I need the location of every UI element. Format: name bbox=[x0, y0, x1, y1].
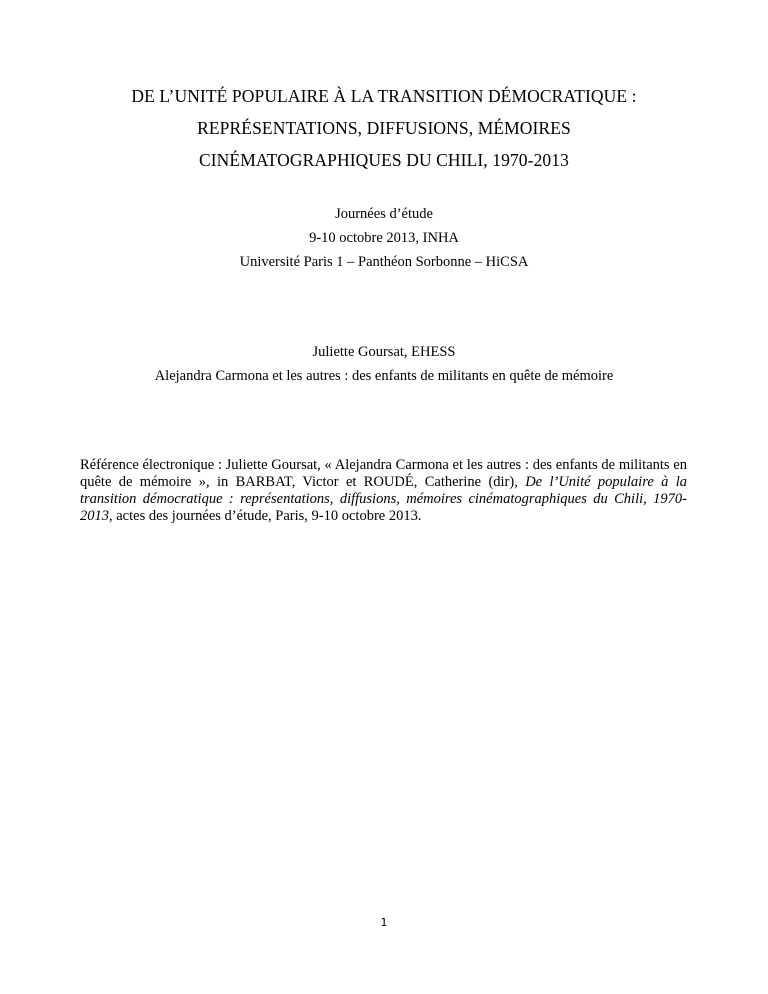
author-info bbox=[0, 340, 768, 388]
title-line-1: DE L’UNITÉ POPULAIRE À LA TRANSITION DÉMOCRATIQUE : bbox=[131, 86, 637, 106]
reference-text-end: , actes des journées d’étude, Paris, 9-10 octobre 2013. bbox=[109, 507, 422, 524]
event-name: Journées d’étude bbox=[335, 206, 433, 222]
page-number: 1 bbox=[380, 916, 388, 929]
document-title bbox=[0, 80, 768, 176]
event-info bbox=[0, 202, 768, 274]
event-institution: Université Paris 1 – Panthéon Sorbonne – HiCSA bbox=[239, 254, 529, 270]
author-name: Juliette Goursat, EHESS bbox=[312, 344, 456, 360]
title-line-3: CINÉMATOGRAPHIQUES DU CHILI, 1970-2013 bbox=[198, 150, 569, 170]
electronic-reference bbox=[80, 457, 687, 525]
paper-title: Alejandra Carmona et les autres : des enfants de militants en quête de mémoire bbox=[154, 368, 614, 384]
reference-book-title: De l’Unité populaire à la transition démocratique : représentations, diffusions, mémoires cinématographiques du Chili, 1970-2013 bbox=[80, 473, 687, 524]
title-line-2: REPRÉSENTATIONS, DIFFUSIONS, MÉMOIRES bbox=[197, 118, 571, 138]
event-dates-place: 9-10 octobre 2013, INHA bbox=[309, 230, 459, 246]
reference-text-start: Référence électronique : Juliette Goursat, « Alejandra Carmona et les autres : des enfants de militants en quête de mémoire », in BARBAT, Victor et ROUDÉ, Catherine (dir), bbox=[80, 456, 687, 490]
